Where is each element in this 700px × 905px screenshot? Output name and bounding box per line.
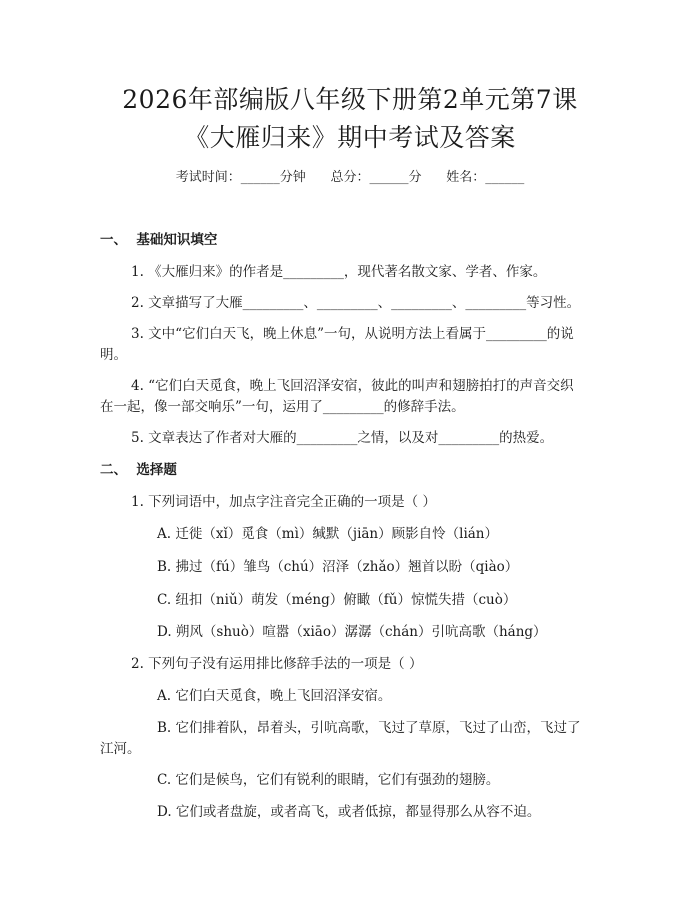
choice-1-option-c: C. 纽扣（niǔ）萌发（méng）俯瞰（fǔ）惊慌失措（cuò） [157,592,517,608]
question-fill-5: 5. 文章表达了作者对大雁的_________之情，以及对_________的热爱。 [131,430,554,446]
choice-1-option-d: D. 朔风（shuò）喧嚣（xiāo）潺潺（chán）引吭高歌（háng） [157,624,547,640]
choice-2-option-c: C. 它们是候鸟，它们有锐利的眼睛，它们有强劲的翅膀。 [157,772,500,788]
question-choice-1-stem: 1. 下列词语中，加点字注音完全正确的一项是（ ） [131,494,436,510]
question-fill-2: 2. 文章描写了大雁_________、_________、_________、_________等习性。 [131,295,581,311]
page-subtitle: 《大雁归来》期中考试及答案 [184,123,516,152]
question-fill-4-line1: 4. “它们白天觅食，晚上飞回沼泽安宿，彼此的叫声和翅膀拍打的声音交织 [131,378,574,394]
choice-2-option-b-line1: B. 它们排着队，昂着头，引吭高歌，飞过了草原，飞过了山峦，飞过了 [157,720,581,736]
choice-2-option-a: A. 它们白天觅食，晚上飞回沼泽安宿。 [157,688,392,704]
question-fill-4-line2: 在一起，像一部交响乐”一句，运用了_________的修辞手法。 [100,399,465,415]
section-heading-choice: 二、 选择题 [100,462,177,478]
question-fill-1: 1. 《大雁归来》的作者是_________，现代著名散文家、学者、作家。 [131,264,547,280]
choice-1-option-b: B. 拂过（fú）雏鸟（chú）沼泽（zhǎo）翘首以盼（qiào） [157,559,519,575]
question-choice-2-stem: 2. 下列句子没有运用排比修辞手法的一项是（ ） [131,656,423,672]
question-fill-3-line2: 明。 [100,347,127,363]
section-heading-fill-in: 一、 基础知识填空 [100,232,218,248]
exam-info-line: 考试时间：______分钟 总分：______分 姓名：______ [175,170,525,185]
choice-1-option-a: A. 迁徙（xǐ）觅食（mì）缄默（jiān）顾影自怜（lián） [157,526,499,542]
choice-2-option-d: D. 它们或者盘旋，或者高飞，或者低掠，都显得那么从容不迫。 [157,804,541,820]
page-title: 2026年部编版八年级下册第2单元第7课 [122,85,578,114]
choice-2-option-b-line2: 江河。 [100,741,141,757]
question-fill-3-line1: 3. 文中“它们白天飞，晚上休息”一句，从说明方法上看属于_________的说 [131,326,574,342]
